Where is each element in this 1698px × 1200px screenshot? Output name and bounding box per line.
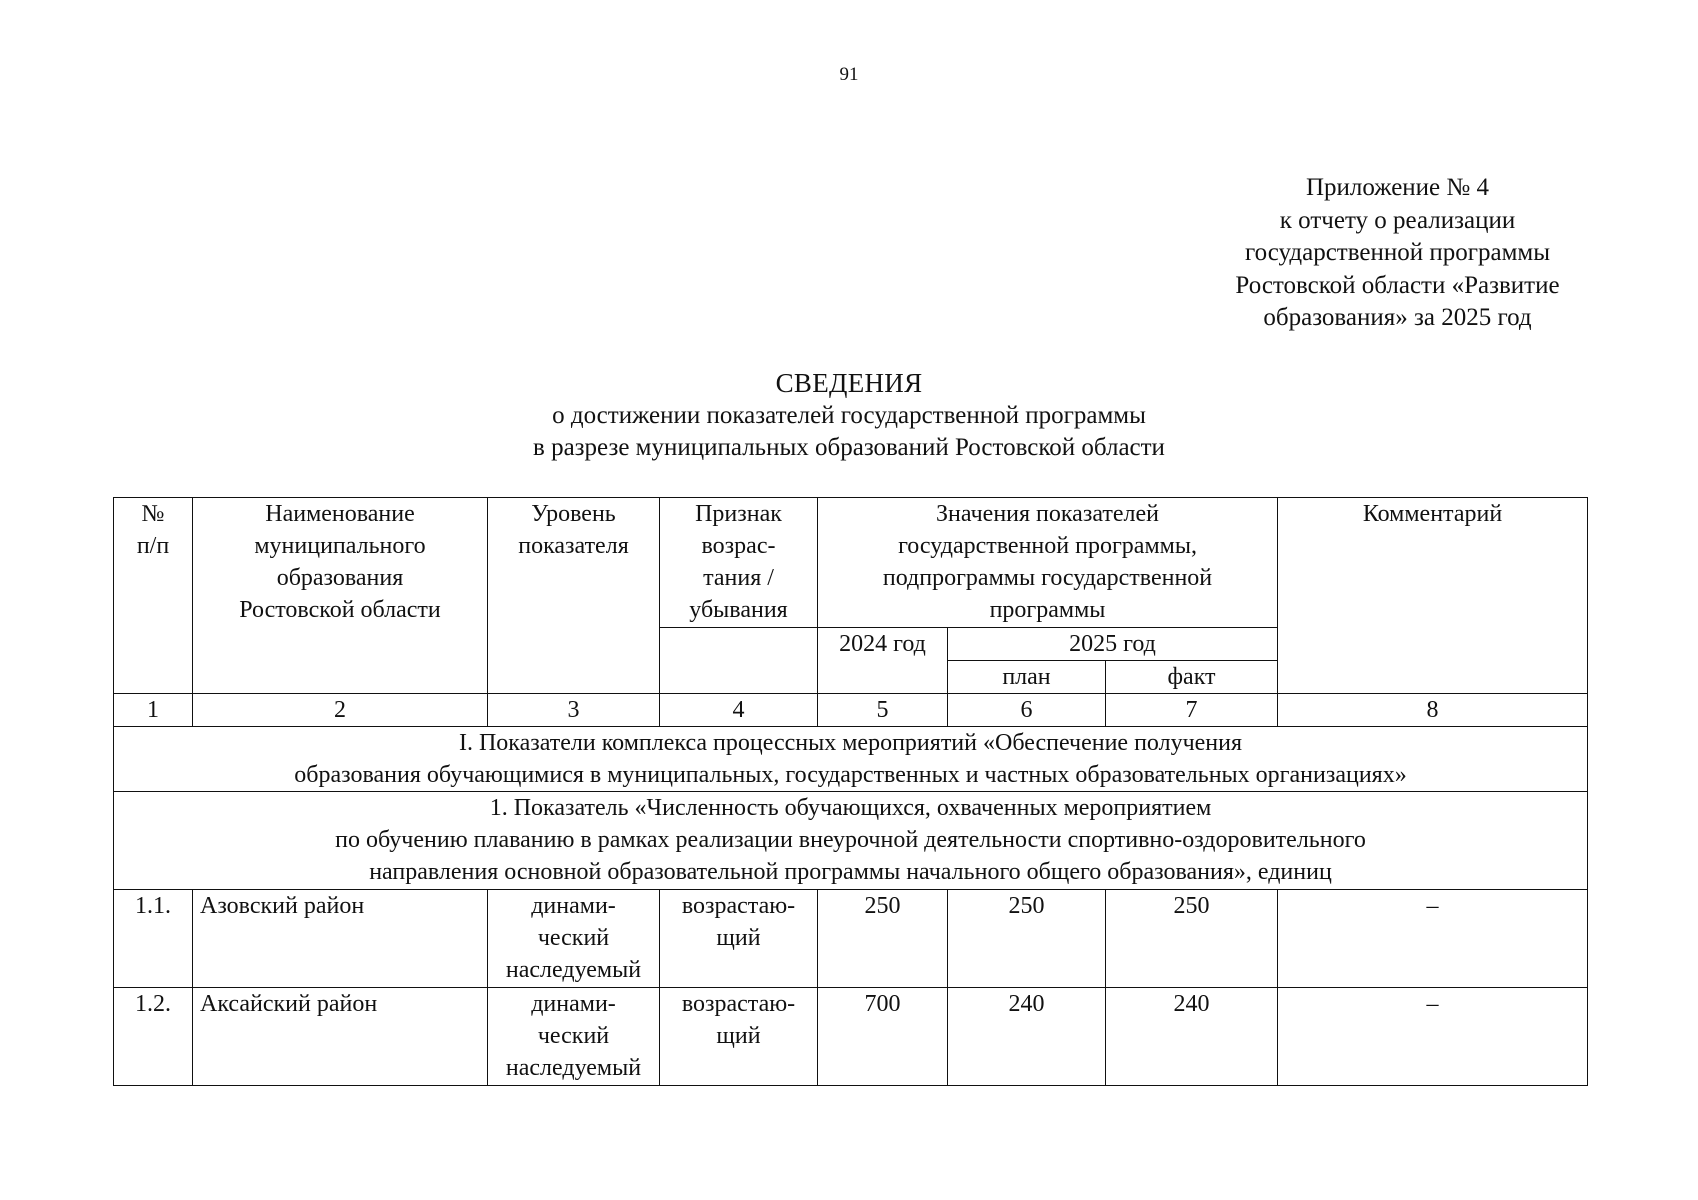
row-fact: 250 <box>1106 890 1278 988</box>
appendix-line: государственной программы <box>1244 239 1551 266</box>
row-municipality: Азовский район <box>193 890 488 988</box>
header-level: Уровень показателя <box>488 498 660 694</box>
column-numbers-row <box>114 694 1588 727</box>
appendix-note <box>1195 172 1600 335</box>
row-num: 1.2. <box>114 988 193 1086</box>
column-number: 5 <box>818 694 948 727</box>
document-subtitle: о достижении показателей государственной программы <box>552 401 1146 429</box>
header-year-2025: 2025 год <box>948 628 1278 661</box>
document-title-block <box>0 367 1698 465</box>
row-level: динами- ческий наследуемый <box>488 988 660 1086</box>
appendix-line: к отчету о реализации <box>1279 206 1516 234</box>
row-municipality: Аксайский район <box>193 988 488 1086</box>
row-plan: 240 <box>948 988 1106 1086</box>
row-value-2024: 250 <box>818 890 948 988</box>
table-row <box>114 988 1588 1086</box>
header-year-2024: 2024 год <box>818 628 948 694</box>
table-row <box>114 890 1588 988</box>
row-comment: – <box>1278 988 1588 1086</box>
header-plan: план <box>948 661 1106 694</box>
indicators-table <box>113 497 1588 1086</box>
appendix-line: Ростовской области «Развитие <box>1235 271 1560 299</box>
row-num: 1.1. <box>114 890 193 988</box>
row-value-2024: 700 <box>818 988 948 1086</box>
column-number: 6 <box>948 694 1106 727</box>
row-sign: возрастаю- щий <box>660 988 818 1086</box>
row-comment: – <box>1278 890 1588 988</box>
header-sign: Признак возрас- тания / убывания <box>660 498 818 628</box>
indicators-table-wrapper <box>113 497 1587 1086</box>
row-fact: 240 <box>1106 988 1278 1086</box>
page-number: 91 <box>839 64 859 85</box>
appendix-line: Приложение № 4 <box>1305 174 1490 201</box>
row-plan: 250 <box>948 890 1106 988</box>
column-number: 7 <box>1106 694 1278 727</box>
appendix-line: образования» за 2025 год <box>1263 304 1532 331</box>
indicator-heading: 1. Показатель «Численность обучающихся, охваченных мероприятием по обучению плаванию в рамках реализации внеурочной деятельности спортивно-оздоровительного направления основной образовательной программы начального общего образования», единиц <box>114 792 1588 890</box>
document-title: СВЕДЕНИЯ <box>775 368 923 398</box>
header-fact: факт <box>1106 661 1278 694</box>
document-subtitle: в разрезе муниципальных образований Ростовской области <box>533 434 1165 461</box>
column-number: 8 <box>1278 694 1588 727</box>
header-municipality: Наименование муниципального образования Ростовской области <box>193 498 488 694</box>
header-num: № п/п <box>114 498 193 694</box>
header-sign-empty <box>660 628 818 694</box>
column-number: 1 <box>114 694 193 727</box>
column-number: 3 <box>488 694 660 727</box>
column-number: 4 <box>660 694 818 727</box>
column-number: 2 <box>193 694 488 727</box>
header-comment: Комментарий <box>1278 498 1588 694</box>
row-sign: возрастаю- щий <box>660 890 818 988</box>
row-level: динами- ческий наследуемый <box>488 890 660 988</box>
header-values: Значения показателей государственной программы, подпрограммы государственной программы <box>818 498 1278 628</box>
section-heading: I. Показатели комплекса процессных мероприятий «Обеспечение получения образования обучающимися в муниципальных, государственных и частных образовательных организациях» <box>114 727 1588 792</box>
